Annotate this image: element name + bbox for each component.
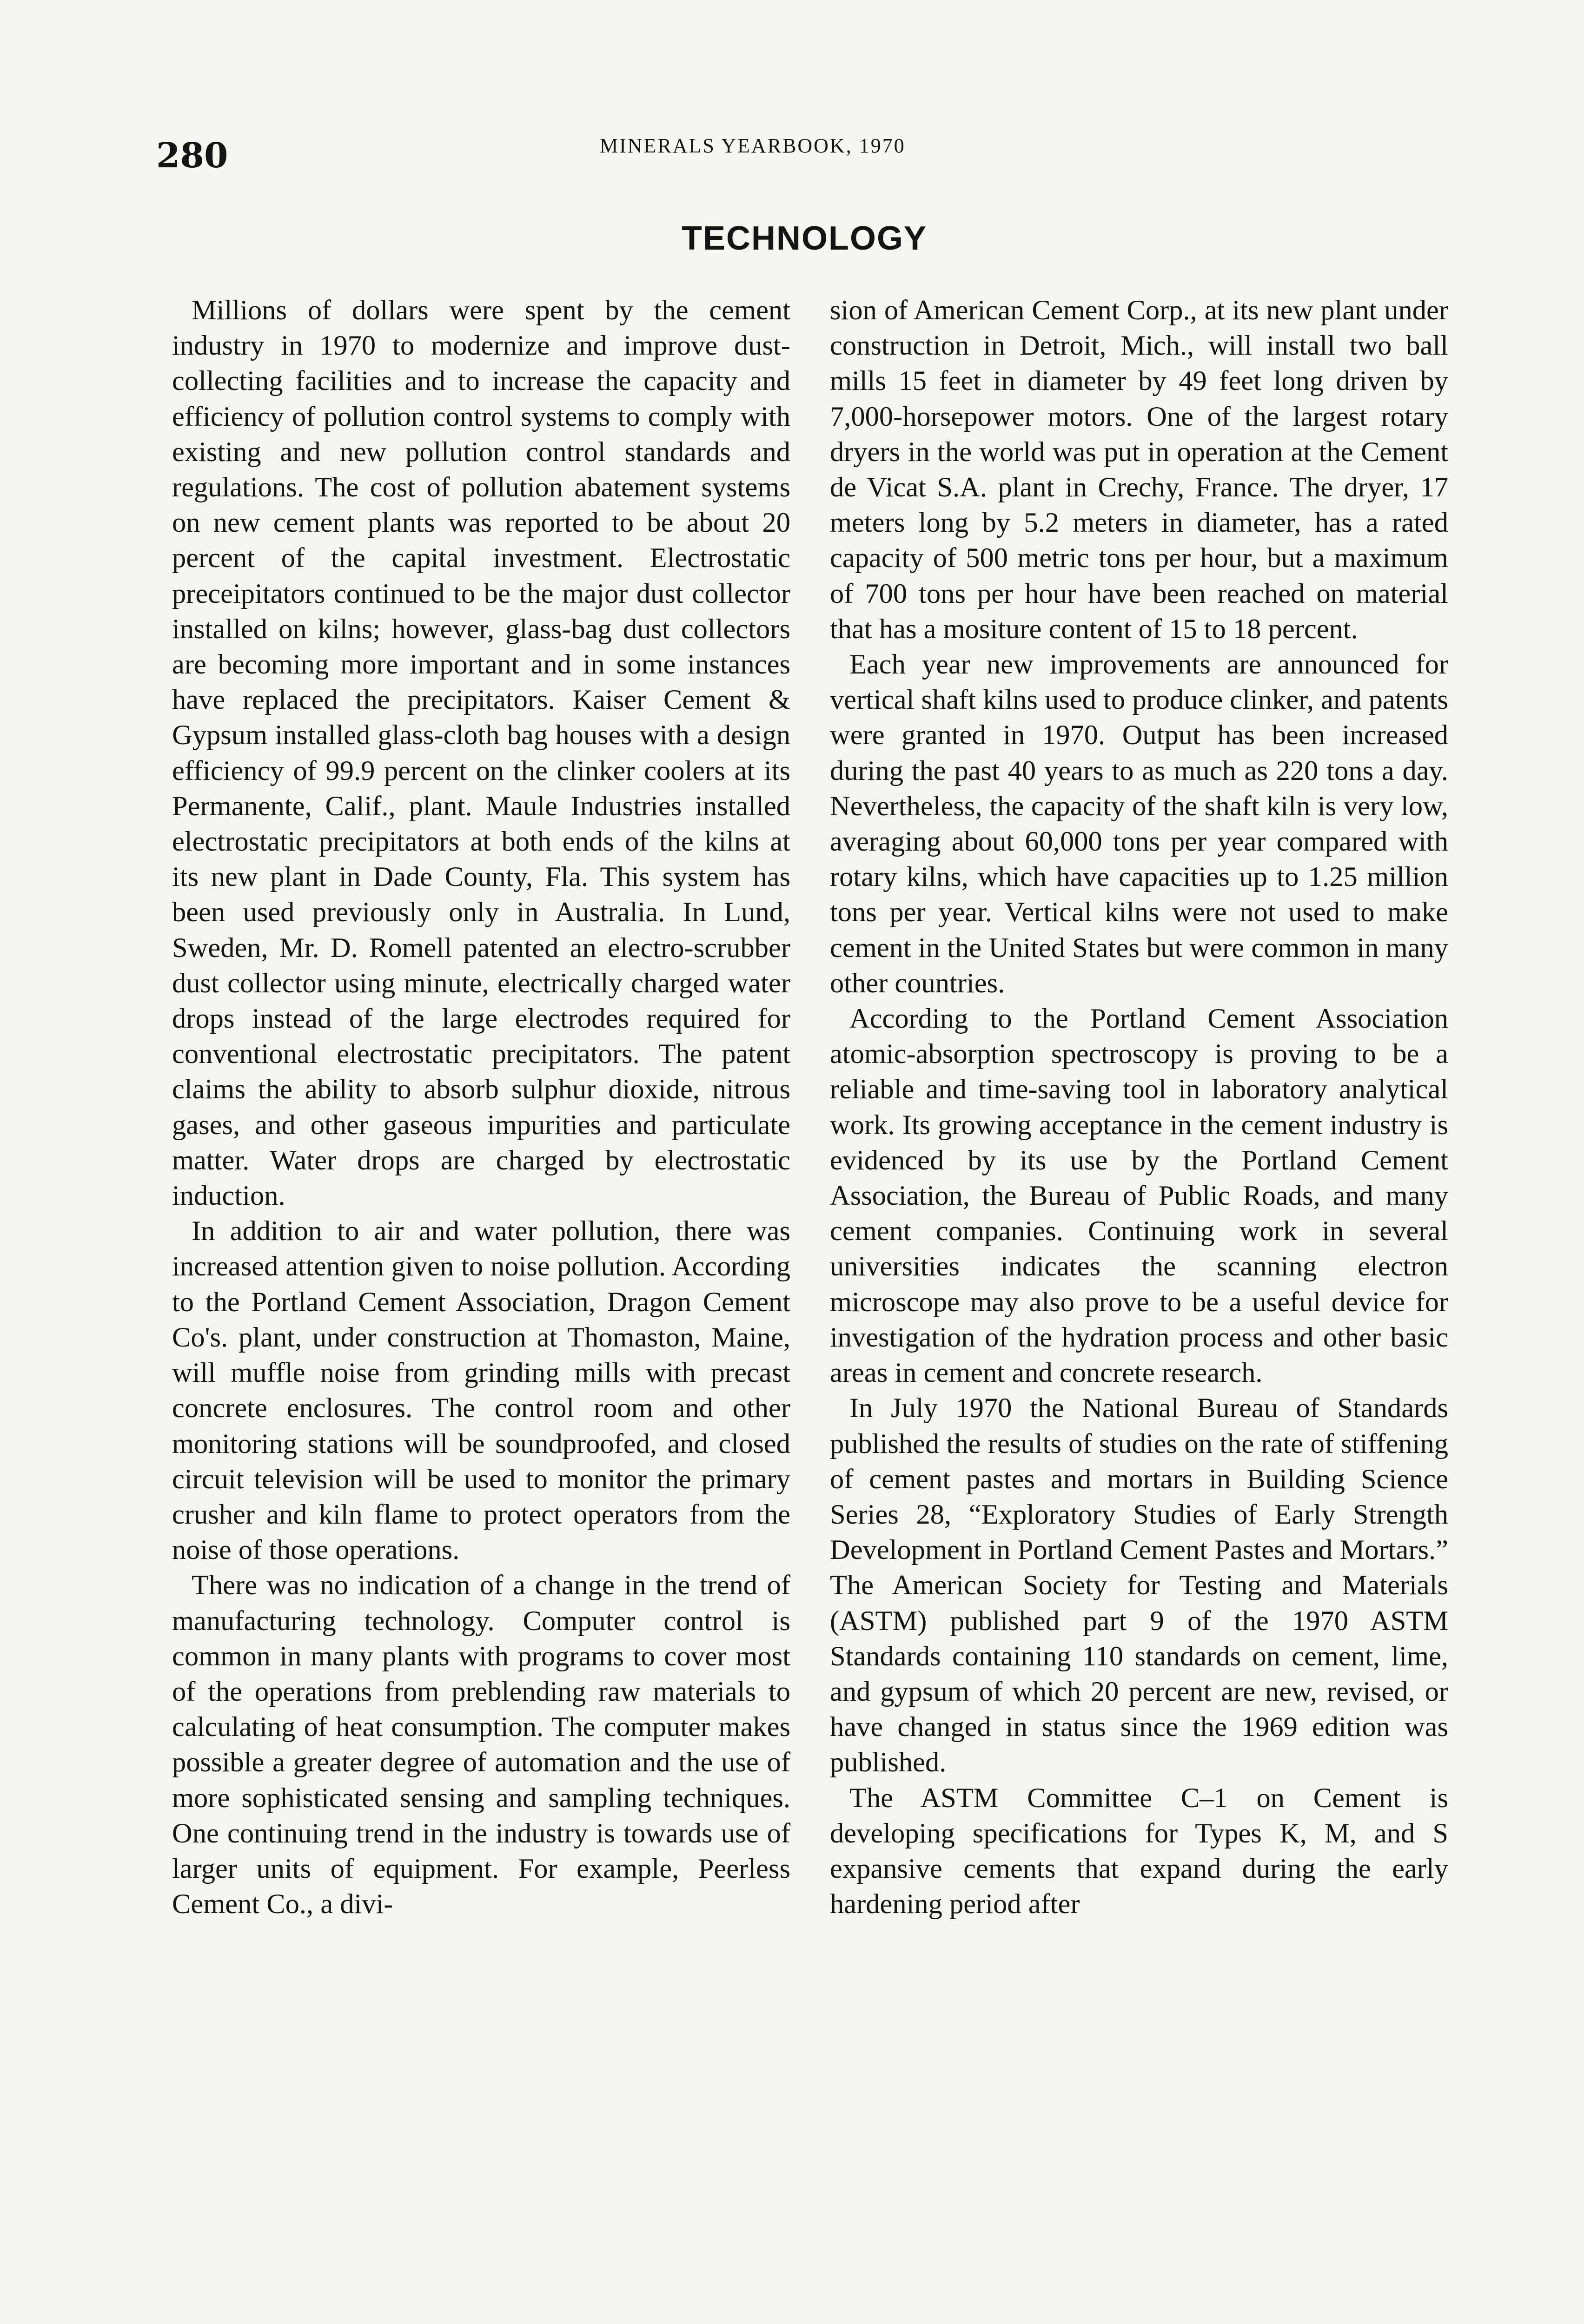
paragraph-spectroscopy: According to the Portland Cement Association atomic-absorption spectroscopy is proving to be a reliable and time-saving tool in laboratory analytical work. Its growing acceptance in the cement industry is evidenced by its use by the Portland Cement Association, the Bureau of Public Roads, and many cement companies. Continuing work in several universities indicates the scanning electron microscope may also prove to be a useful device for investigation of the hydration process and other basic areas in cement and concrete research. <box>830 1003 1448 1389</box>
paragraph-noise-pollution: In addition to air and water pollution, there was increased attention given to noise pollution. According to the Portland Cement Association, Dragon Cement Co's. plant, under construction at Thomaston, Maine, will muffle noise from grinding mills with precast concrete enclosures. The control room and other monitoring stations will be soundproofed, and closed circuit television will be used to monitor the primary crusher and kiln flame to protect operators from the noise of those operations. <box>172 1215 790 1566</box>
page-number: 280 <box>156 136 228 176</box>
paragraph-continuation: sion of American Cement Corp., at its new plant under construction in Detroit, Mich., will install two ball mills 15 feet in diameter by 49 feet long driven by 7,000-horsepower motors. One of the largest rotary dryers in the world was put in operation at the Cement de Vicat S.A. plant in Crechy, France. The dryer, 17 meters long by 5.2 meters in diameter, has a rated capacity of 500 metric tons per hour, but a maximum of 700 tons per hour have been reached on material that has a mositure content of 15 to 18 percent. <box>830 295 1448 645</box>
paragraph-shaft-kilns: Each year new improvements are announced for vertical shaft kilns used to produce clinker, and patents were granted in 1970. Output has been increased during the past 40 years to as much as 220 tons a day. Nevertheless, the capacity of the shaft kiln is very low, averaging about 60,000 tons per year compared with rotary kilns, which have capacities up to 1.25 million tons per year. Vertical kilns were not used to make cement in the United States but were common in many other countries. <box>830 649 1448 999</box>
paragraph-pollution-control: Millions of dollars were spent by the cement industry in 1970 to modernize and improve dust-collecting facilities and to increase the capacity and efficiency of pollution control systems to comply with existing and new pollution control standards and regulations. The cost of pollution abatement systems on new cement plants was reported to be about 20 percent of the capital investment. Electrostatic preceipitators continued to be the major dust collector installed on kilns; however, glass-bag dust collectors are becoming more important and in some instances have replaced the precipitators. Kaiser Cement & Gypsum installed glass-cloth bag houses with a design efficiency of 99.9 percent on the clinker coolers at its Permanente, Calif., plant. Maule Industries installed electrostatic precipitators at both ends of the kilns at its new plant in Dade County, Fla. This system has been used previously only in Australia. In Lund, Sweden, Mr. D. Romell patented an electro-scrubber dust collector using minute, electrically charged water drops instead of the large electrodes required for conventional electrostatic precipitators. The patent claims the ability to absorb sulphur dioxide, nitrous gases, and other gaseous impurities and particulate matter. Water drops are charged by electrostatic induction. <box>172 295 790 1212</box>
paragraph-standards: In July 1970 the National Bureau of Standards published the results of studies on the rate of stiffening of cement pastes and mortars in Building Science Series 28, “Exploratory Studies of Early Strength Development in Portland Cement Pastes and Mortars.” The American Society for Testing and Materials (ASTM) published part 9 of the 1970 ASTM Standards containing 110 standards on cement, lime, and gypsum of which 20 percent are new, revised, or have changed in status since the 1969 edition was published. <box>830 1393 1448 1778</box>
right-column <box>830 293 1448 1922</box>
section-title: TECHNOLOGY <box>681 220 927 257</box>
paragraph-manufacturing-trend: There was no indication of a change in the trend of manufacturing technology. Computer control is common in many plants with programs to cover most of the operations from preblending raw materials to calculating of heat consumption. The computer makes possible a greater degree of automation and the use of more sophisticated sensing and sampling techniques. One continuing trend in the industry is towards use of larger units of equipment. For example, Peerless Cement Co., a divi- <box>172 1570 790 1920</box>
running-head: MINERALS YEARBOOK, 1970 <box>600 134 906 157</box>
paragraph-astm-committee: The ASTM Committee C–1 on Cement is developing specifications for Types K, M, and S expansive cements that expand during the early hardening period after <box>830 1782 1448 1920</box>
left-column <box>172 293 790 1922</box>
